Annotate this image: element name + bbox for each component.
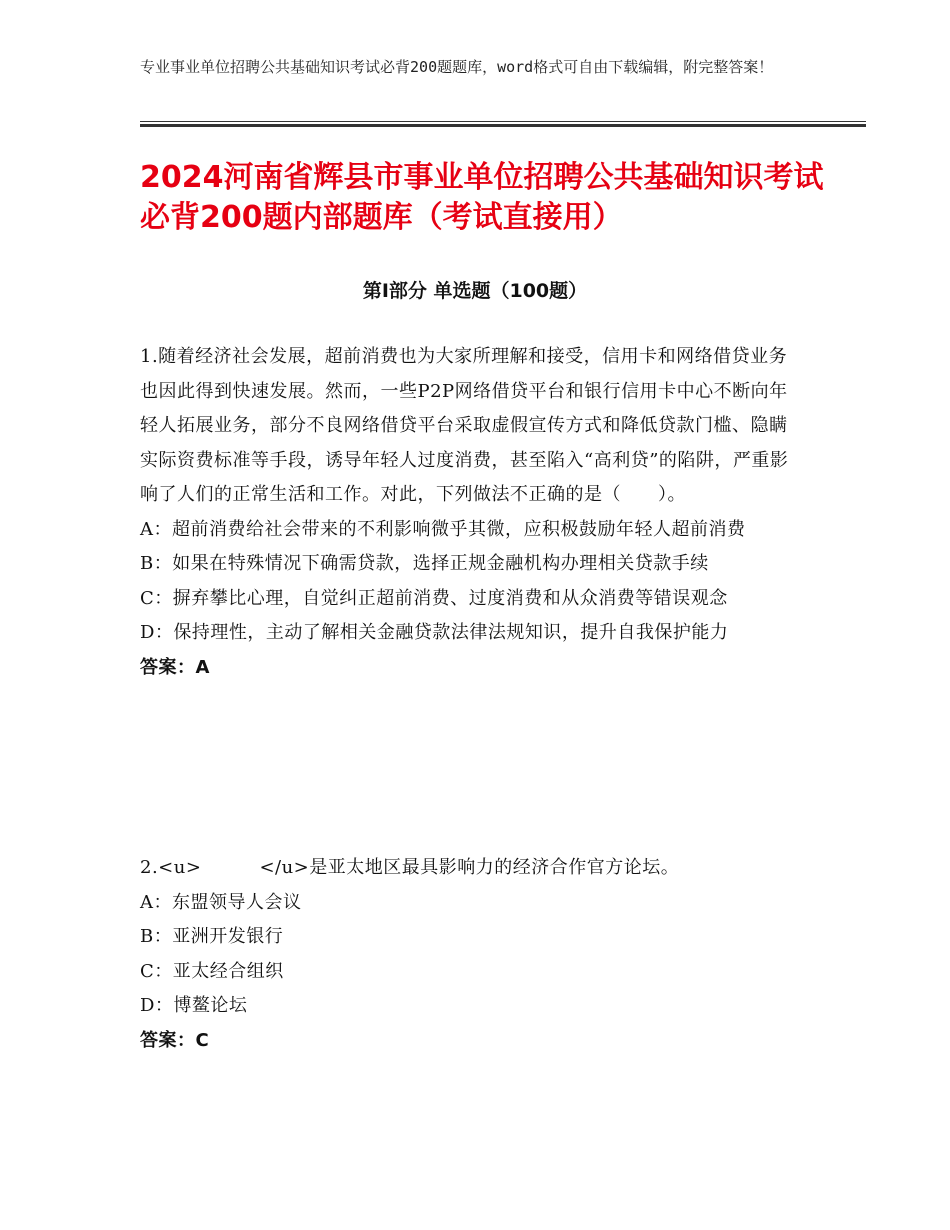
option-c: C：亚太经合组织 [140,960,284,982]
answer-label: 答案：C [140,1029,210,1051]
stem-prefix: 2.<u> [140,857,202,878]
header-divider-thick [140,124,866,127]
question-stem: 1.随着经济社会发展，超前消费也为大家所理解和接受，信用卡和网络借贷业务也因此得到快速发展。然而，一些P2P网络借贷平台和银行信用卡中心不断向年轻人拓展业务，部分不良网络借贷平台采取虚假宣传方式和降低贷款门槛、隐瞒实际资费标准等手段，诱导年轻人过度消费，甚至陷入“高利贷”的陷阱，严重影响了人们的正常生活和工作。对此，下列做法不正确的是（ ）。 [140,346,789,505]
stem-suffix: </u>是亚太地区最具影响力的经济合作官方论坛。 [259,857,680,878]
option-c: C：摒弃攀比心理，自觉纠正超前消费、过度消费和从众消费等错误观念 [140,587,728,609]
option-a: A：东盟领导人会议 [140,891,302,913]
question-stem [140,851,802,886]
option-b: B：如果在特殊情况下确需贷款，选择正规金融机构办理相关贷款手续 [140,553,709,574]
option-a: A：超前消费给社会带来的不利影响微乎其微，应积极鼓励年轻人超前消费 [140,518,746,540]
option-d: D：博鳌论坛 [140,995,248,1016]
document-title: 2024河南省辉县市事业单位招聘公共基础知识考试必背200题内部题库（考试直接用） [140,160,824,235]
question-2 [140,851,802,1058]
header-divider-thin [140,121,866,122]
question-1 [140,340,802,685]
answer-label: 答案：A [140,656,210,678]
header-note: 专业事业单位招聘公共基础知识考试必背200题题库，word格式可自由下载编辑，附完整答案！ [140,58,774,76]
option-d: D：保持理性，主动了解相关金融贷款法律法规知识，提升自我保护能力 [140,622,729,643]
option-b: B：亚洲开发银行 [140,926,284,947]
section-heading: 第Ⅰ部分 单选题（100题） [362,280,588,302]
